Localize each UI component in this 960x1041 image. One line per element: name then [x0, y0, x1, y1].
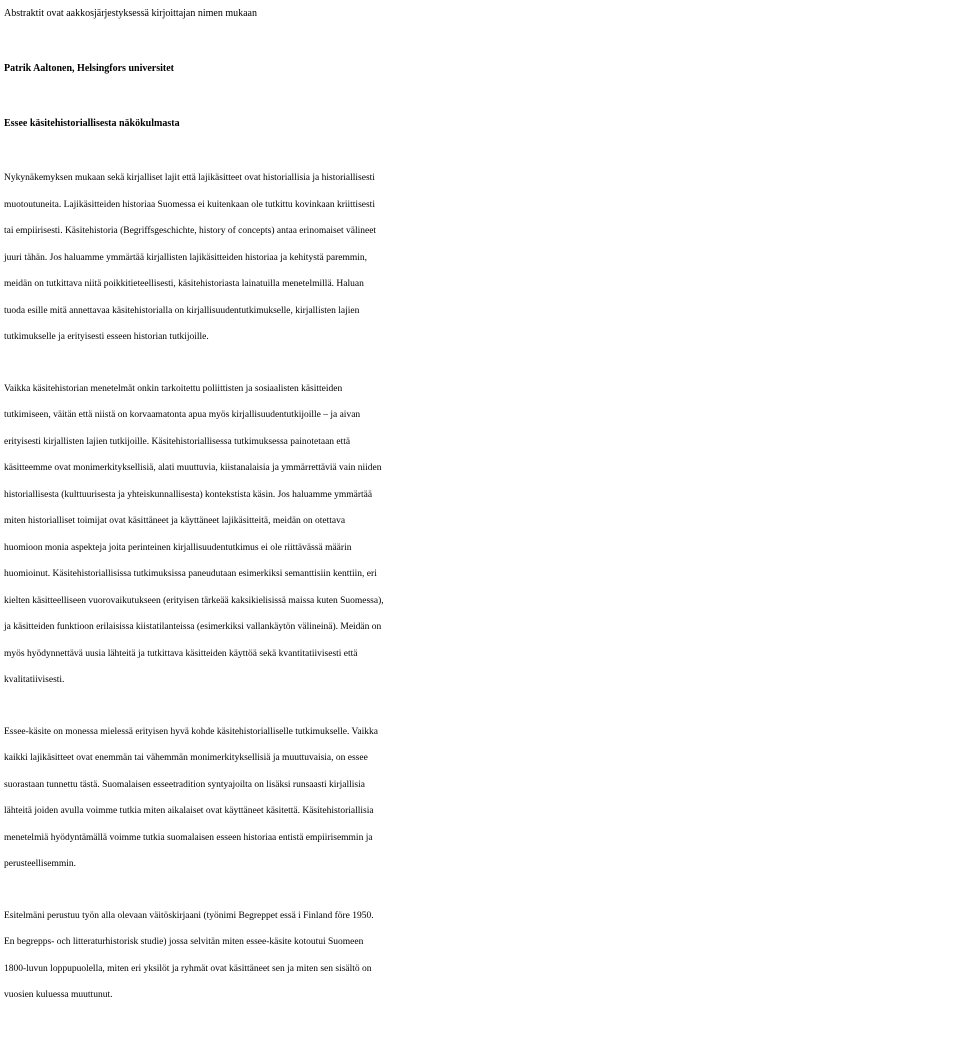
essay-title: Essee käsitehistoriallisesta näkökulmasta [4, 118, 180, 129]
text-line: muotoutuneita. Lajikäsitteiden historiaa Suomessa ei kuitenkaan ole tutkittu kovinkaan kriittisesti [4, 199, 375, 210]
text-line: tai empiirisesti. Käsitehistoria (Begriffsgeschichte, history of concepts) antaa erinomaiset välineet [4, 226, 377, 236]
paragraph-2 [4, 376, 956, 694]
text-line: tutkimiseen, väitän että niistä on korvaamatonta apua myös kirjallisuudentutkijoille – ja aivan [4, 410, 361, 420]
text-line: miten historialliset toimijat ovat käsittäneet ja käyttäneet lajikäsitteitä, meidän on otettava [4, 516, 346, 526]
text-line: erityisesti kirjallisten lajien tutkijoille. Käsitehistoriallisessa tutkimuksessa painotetaan että [4, 436, 351, 447]
text-line: Esitelmäni perustuu työn alla olevaan väitöskirjaani (työnimi Begreppet essä i Finland före 1950. [4, 910, 374, 921]
text-line: perusteellisemmin. [4, 859, 77, 869]
text-line: Nykynäkemyksen mukaan sekä kirjalliset lajit että lajikäsitteet ovat historiallisia ja historiallisesti [4, 173, 375, 183]
text-line: kaikki lajikäsitteet ovat enemmän tai vähemmän monimerkityksellisiä ja muuttuvaisia, on essee [4, 753, 368, 763]
paragraph-4 [4, 903, 956, 1009]
text-line: myös hyödynnettävä uusia lähteitä ja tutkittava käsitteiden käyttöä sekä kvantitatiivisesti että [4, 648, 358, 659]
intro-note: Abstraktit ovat aakkosjärjestyksessä kirjoittajan nimen mukaan [4, 8, 257, 19]
text-line: menetelmiä hyödyntämällä voimme tutkia suomalaisen esseen historiaa entistä empiirisemmin ja [4, 832, 373, 843]
text-line: Vaikka käsitehistorian menetelmät onkin tarkoitettu poliittisten ja sosiaalisten käsitteiden [4, 383, 343, 394]
text-line: 1800-luvun loppupuolella, miten eri yksilöt ja ryhmät ovat käsittäneet sen ja miten sen sisältö on [4, 963, 372, 974]
text-line: käsitteemme ovat monimerkityksellisiä, alati muuttuvia, kiistanalaisia ja ymmärrettäviä vain niiden [4, 463, 382, 473]
text-line: historiallisesta (kulttuurisesta ja yhteiskunnallisesta) kontekstista käsin. Jos haluamme ymmärtää [4, 489, 373, 500]
text-line: vuosien kuluessa muuttunut. [4, 990, 113, 1000]
text-line: ja käsitteiden funktioon erilaisissa kiistatilanteissa (esimerkiksi vallankäytön välineinä). Meidän on [4, 622, 382, 632]
text-line: huomioinut. Käsitehistoriallisissa tutkimuksissa paneudutaan esimerkiksi semanttisiin kenttiin, eri [4, 569, 377, 579]
text-line: suorastaan tunnettu tästä. Suomalaisen esseetradition syntyajoilta on lisäksi runsaasti kirjallisia [4, 779, 365, 790]
text-line: huomioon monia aspekteja joita perinteinen kirjallisuudentutkimus ei ole riittävässä määrin [4, 542, 352, 553]
text-line: kielten käsitteelliseen vuorovaikutukseen (erityisen tärkeää kaksikielisissä maissa kuten Suomessa), [4, 595, 384, 606]
paragraph-3 [4, 719, 956, 878]
text-line: En begrepps- och litteraturhistorisk studie) jossa selvitän miten essee-käsite kotoutui Suomeen [4, 937, 364, 947]
text-line: juuri tähän. Jos haluamme ymmärtää kirjallisten lajikäsitteiden historiaa ja kehitystä paremmin, [4, 252, 368, 263]
text-line: Essee-käsite on monessa mielessä erityisen hyvä kohde käsitehistorialliselle tutkimukselle. Vaikka [4, 726, 378, 737]
author-line: Patrik Aaltonen, Helsingfors universitet [4, 63, 174, 74]
text-line: tutkimukselle ja erityisesti esseen historian tutkijoille. [4, 332, 209, 342]
text-line: tuoda esille mitä annettavaa käsitehistorialla on kirjallisuudentutkimukselle, kirjallisten lajien [4, 305, 360, 316]
text-line: lähteitä joiden avulla voimme tutkia miten aikalaiset ovat käyttäneet käsitettä. Käsitehistoriallisia [4, 806, 374, 816]
text-line: meidän on tutkittava niitä poikkitieteellisesti, käsitehistoriasta lainatuilla menetelmillä. Haluan [4, 279, 364, 289]
paragraph-1 [4, 165, 956, 351]
text-line: kvalitatiivisesti. [4, 675, 65, 685]
